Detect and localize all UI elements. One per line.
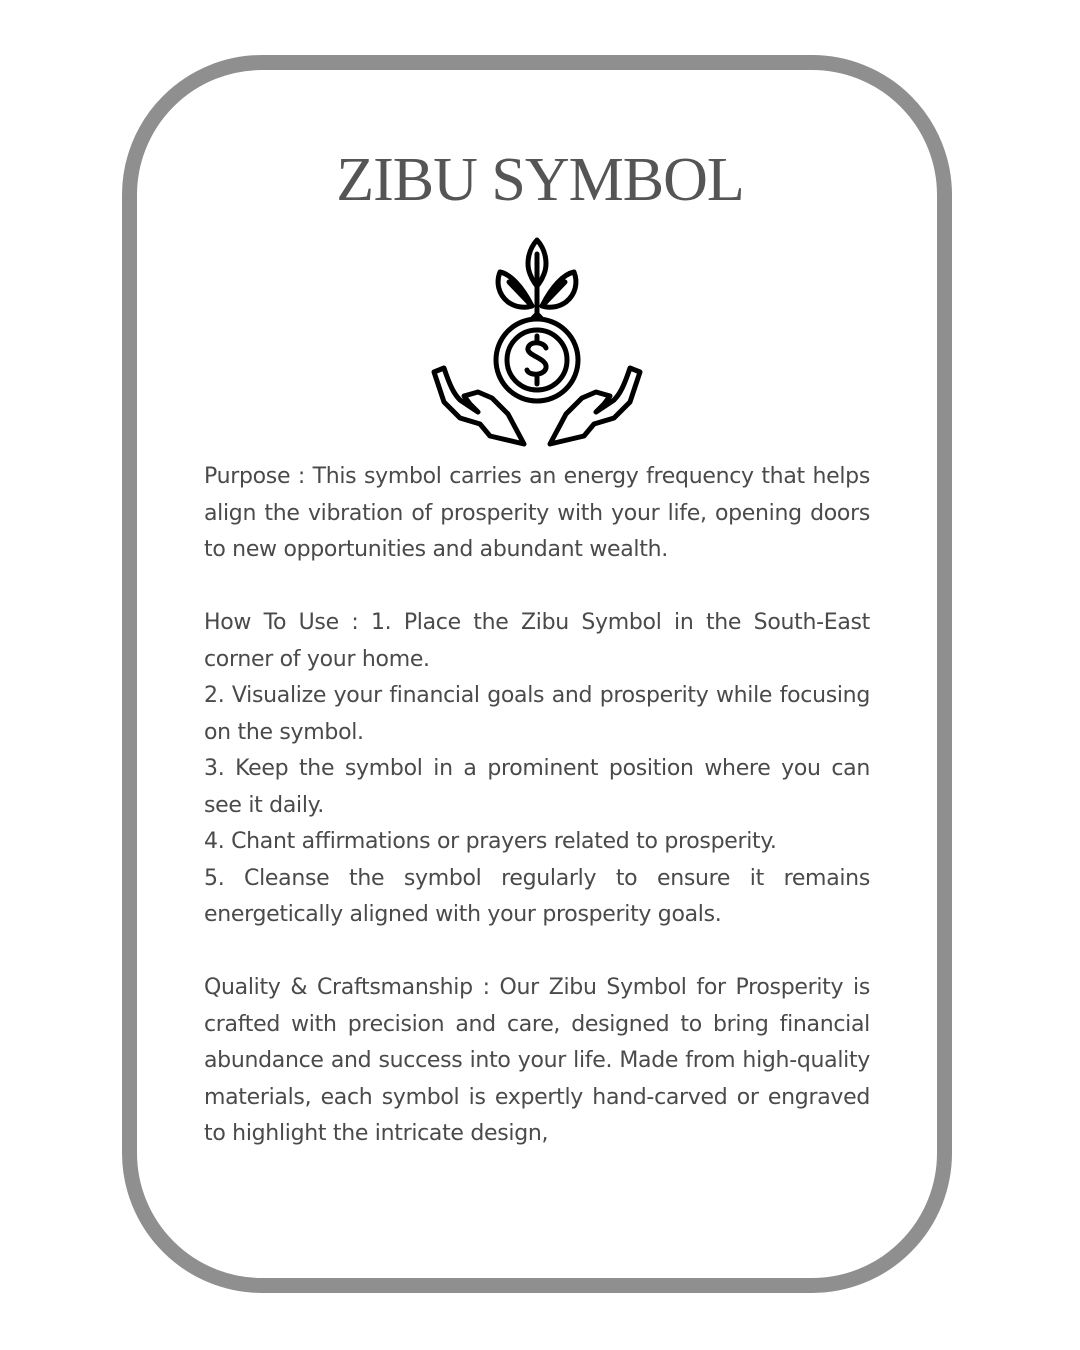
how-to-use-step-3: 3. Keep the symbol in a prominent position where you can see it daily. [204, 756, 870, 818]
purpose-text: This symbol carries an energy frequency that helps align the vibration of prosperity with your life, opening doors to new opportunities and abundant wealth. [204, 464, 870, 562]
spacer [204, 934, 870, 971]
prosperity-hands-coin-icon [430, 236, 644, 450]
how-to-use-step-5: 5. Cleanse the symbol regularly to ensure it remains energetically aligned with your prosperity goals. [204, 865, 870, 927]
quality-text: Our Zibu Symbol for Prosperity is crafted with precision and care, designed to bring financial abundance and success into your life. Made from high-quality materials, each symbol is expertly hand-carved or engraved to highlight the intricate design, [204, 975, 870, 1146]
how-to-use-label: How To Use : [204, 610, 371, 635]
how-to-use-step-4: 4. Chant affirmations or prayers related to prosperity. [204, 829, 777, 854]
card-content [204, 459, 870, 1153]
page-title: ZIBU SYMBOL [336, 146, 744, 214]
quality-label: Quality & Craftsmanship : [204, 975, 500, 1000]
spacer [204, 569, 870, 606]
how-to-use-step-2: 2. Visualize your financial goals and prosperity while focusing on the symbol. [204, 683, 870, 745]
quality-section [204, 970, 870, 1153]
purpose-label: Purpose : [204, 464, 313, 489]
purpose-section [204, 459, 870, 569]
step-text: 1. Place the Zibu Symbol in the South-East corner of your home. [204, 610, 870, 672]
how-to-use-step-1 [204, 605, 870, 678]
